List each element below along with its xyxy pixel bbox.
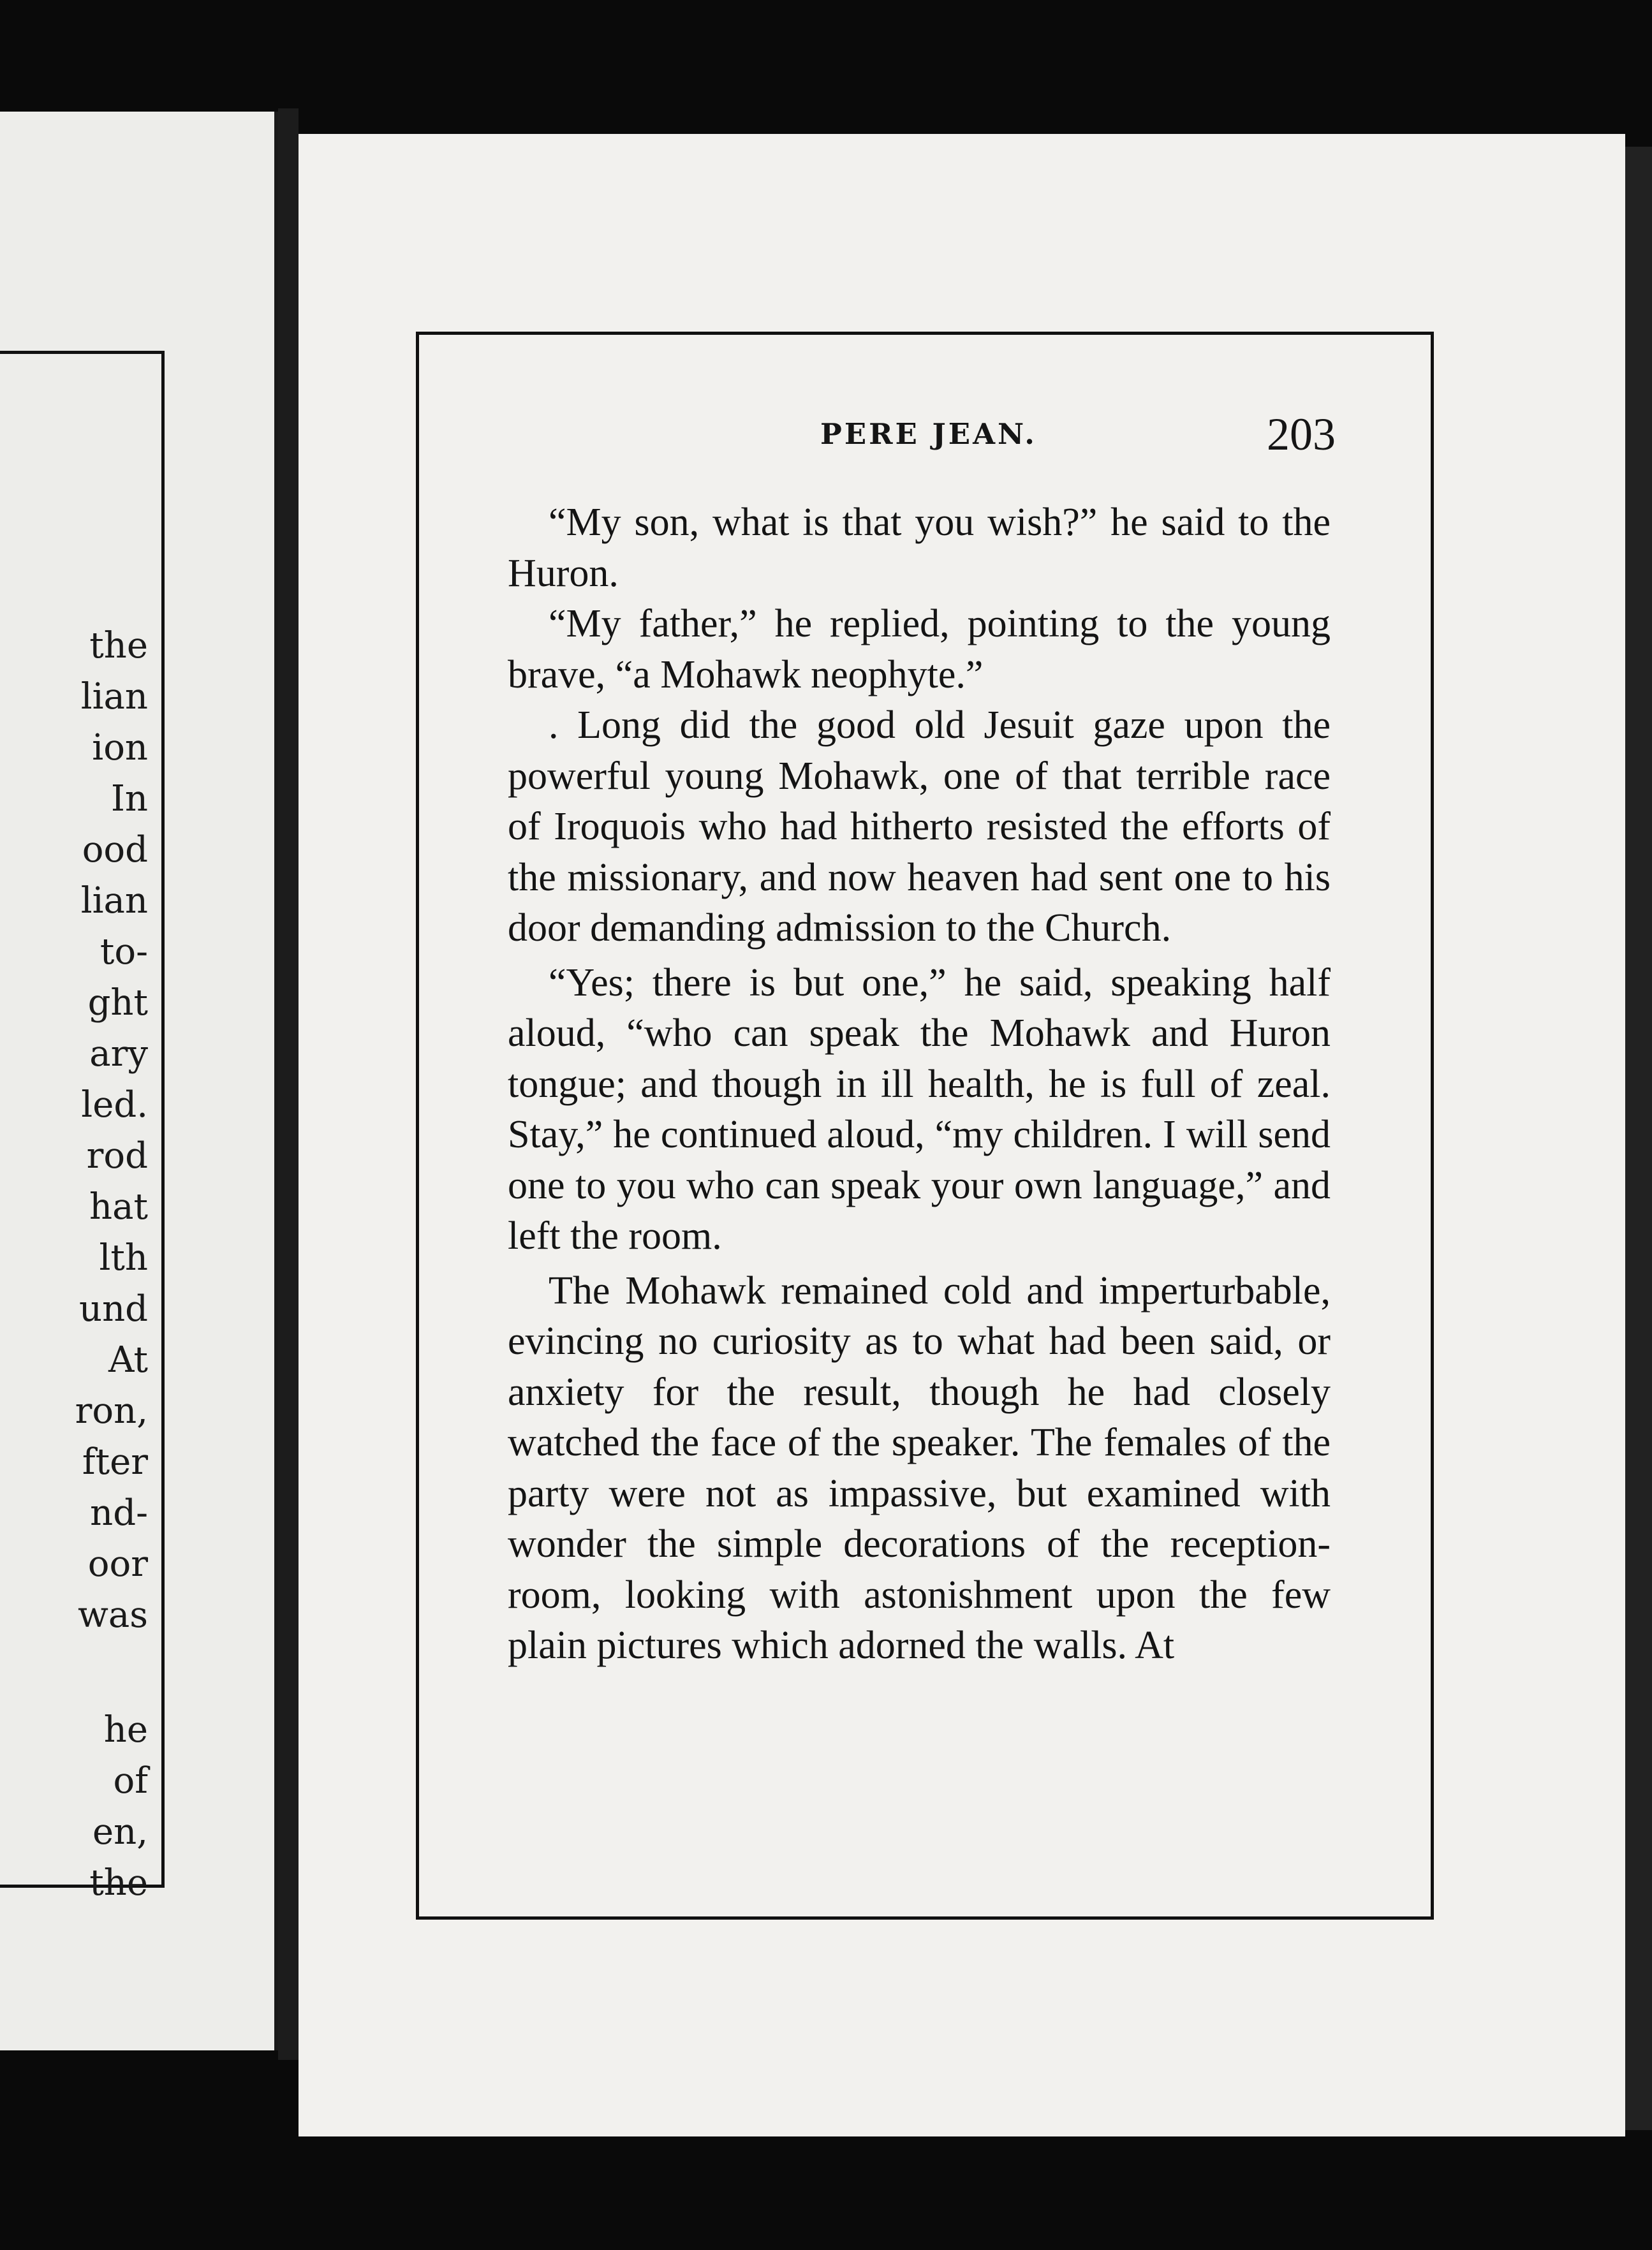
page-header	[514, 408, 1336, 459]
page-number: 203	[1267, 409, 1336, 460]
left-line: ght	[87, 982, 148, 1024]
left-line: was	[77, 1594, 148, 1636]
left-line: oor	[87, 1543, 148, 1585]
paragraph: “My son, what is that you wish?” he said to the Huron.	[508, 501, 1331, 595]
left-page	[0, 112, 278, 2050]
page-edge	[1625, 147, 1652, 2130]
body-text	[508, 497, 1331, 1672]
left-line: lian	[80, 880, 148, 922]
left-line: en,	[92, 1811, 148, 1853]
left-line: rod	[86, 1135, 148, 1177]
paragraph: “My father,” he replied, pointing to the young brave, “a Mohawk neophyte.”	[508, 602, 1331, 696]
left-line: In	[110, 778, 148, 820]
left-line: hat	[89, 1186, 148, 1228]
left-line: lian	[80, 676, 148, 717]
left-line: At	[108, 1339, 148, 1381]
left-line: fter	[82, 1441, 148, 1483]
paragraph: “Yes; there is but one,” he said, speaking half aloud, “who can speak the Mohawk and Huron tongue; and though in ill health, he is full of zeal. Stay,” he continued aloud, “my children. I will send one to you who can speak your own language,” and left the room.	[508, 960, 1331, 1258]
running-head: PERE JEAN.	[820, 417, 1037, 451]
left-line: ary	[89, 1033, 148, 1075]
left-line: nd-	[90, 1492, 148, 1534]
left-line: of	[113, 1760, 148, 1802]
left-line: to-	[100, 931, 148, 973]
left-line: the	[89, 625, 148, 666]
left-line: he	[103, 1709, 148, 1751]
paragraph: . Long did the good old Jesuit gaze upon the powerful young Mohawk, one of that terrible race of Iroquois who had hitherto resisted the efforts of the missionary, and now heaven had sent one to his door demanding admission to the Church.	[508, 703, 1331, 950]
left-line: ood	[82, 829, 148, 871]
left-line: und	[79, 1288, 148, 1330]
paragraph: The Mohawk remained cold and imperturbable, evincing no curiosity as to what had been said, or anxiety for the result, though he had closely watched the face of the speaker. The females of the party were not as impassive, but examined with wonder the simple decorations of the reception-room, looking with astonishment upon the few plain pictures which adorned the walls. At	[508, 1268, 1331, 1667]
left-line: lth	[99, 1237, 148, 1279]
left-line: the	[89, 1862, 148, 1904]
left-line: led.	[81, 1084, 148, 1126]
left-line: ron,	[75, 1390, 148, 1432]
left-line: ion	[92, 727, 148, 768]
book-gutter	[278, 108, 299, 2060]
